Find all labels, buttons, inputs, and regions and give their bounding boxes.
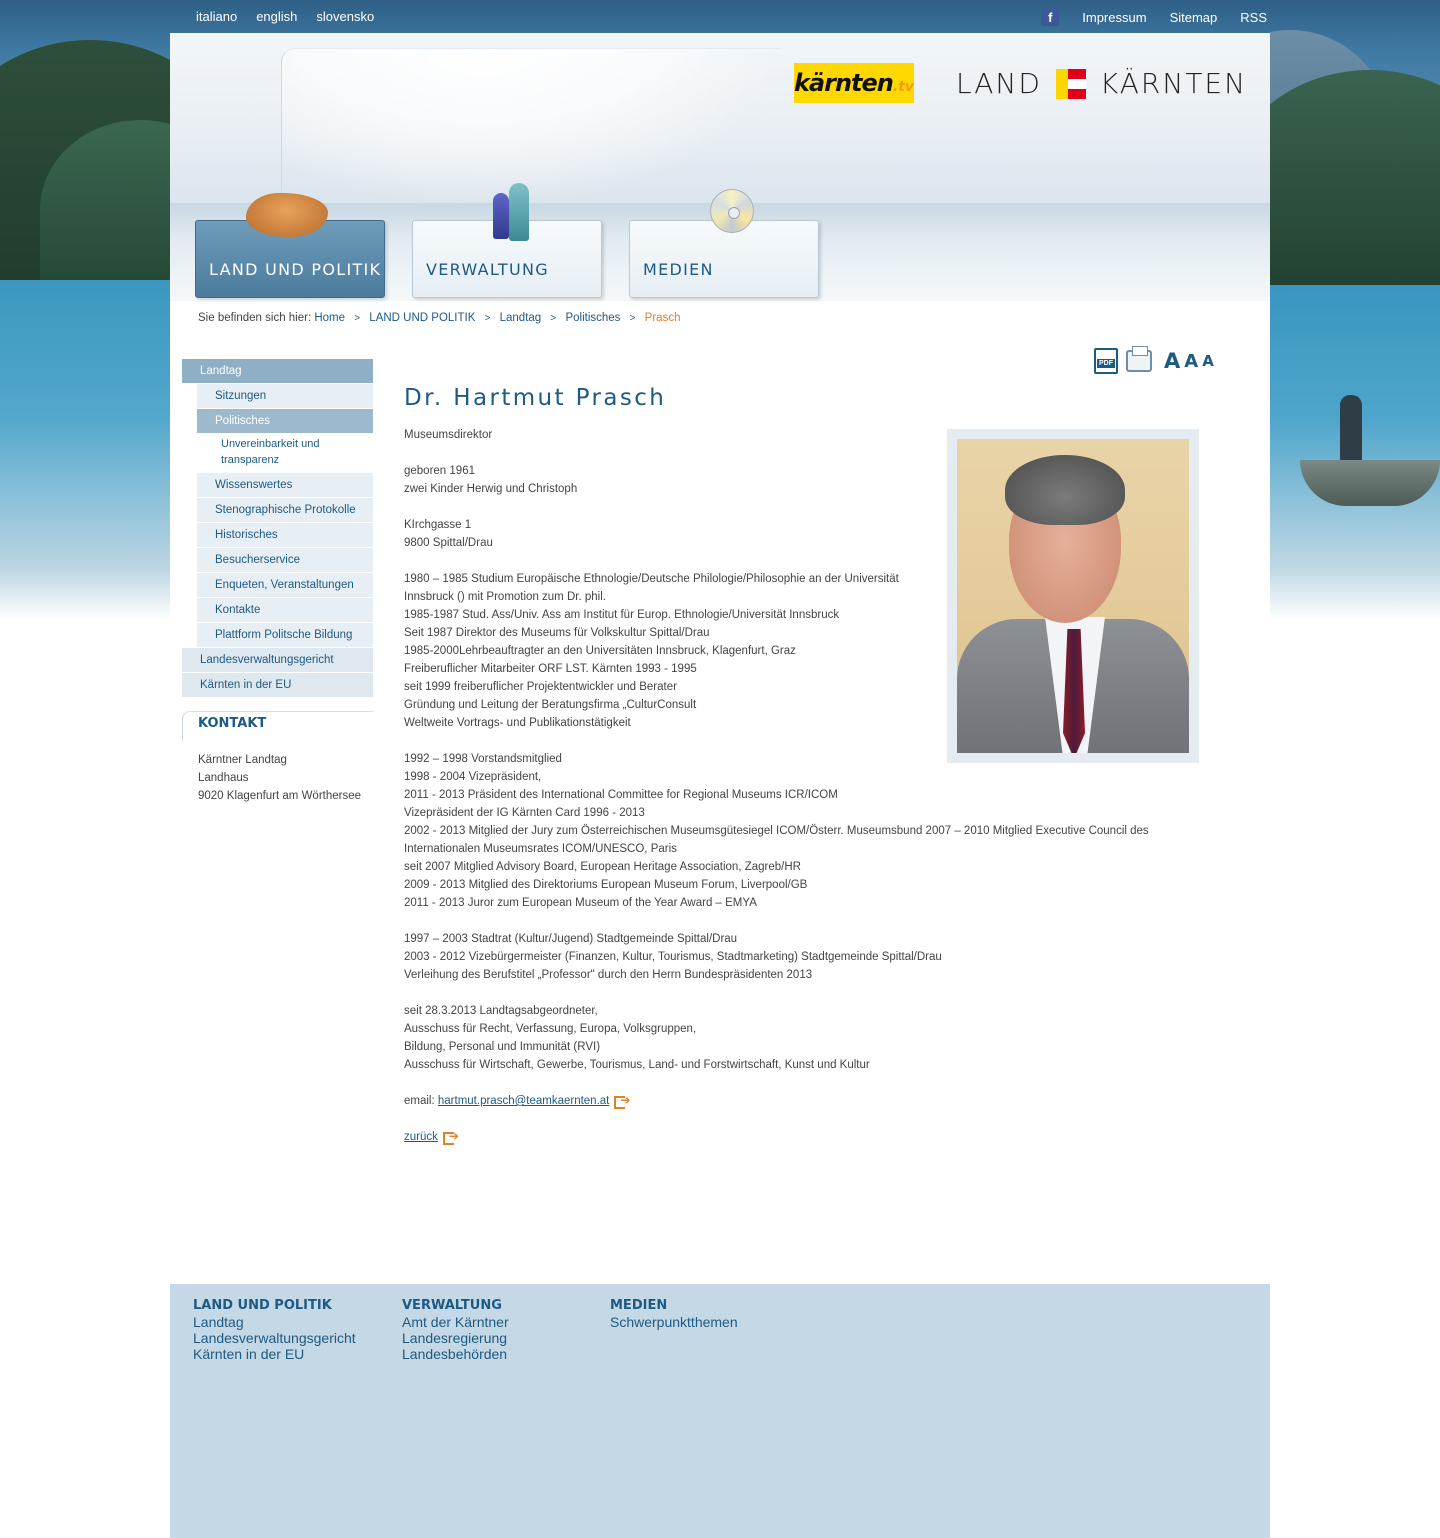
bio-line: Gründung und Leitung der Beratungsfirma „CulturConsult [404, 699, 697, 711]
lang-slovensko[interactable]: slovensko [316, 9, 375, 24]
bio-line: 1997 – 2003 Stadtrat (Kultur/Jugend) Stadtgemeinde Spittal/Drau [404, 933, 738, 945]
header [170, 33, 1270, 203]
sidebar-item-historisches[interactable]: Historisches [197, 523, 373, 547]
bio-line: Internationalen Museumsrates ICOM/UNESCO, Paris [404, 843, 677, 855]
sidebar-item-enqueten[interactable]: Enqueten, Veranstaltungen [197, 573, 373, 597]
impressum-link[interactable]: Impressum [1082, 10, 1147, 25]
bio-line: Weltweite Vortrags- und Publikationstätigkeit [404, 717, 631, 729]
sidebar-item-stenographische-protokolle[interactable]: Stenographische Protokolle [197, 498, 373, 522]
footer-link[interactable]: Schwerpunktthemen [610, 1314, 738, 1330]
back-link[interactable]: zurück [404, 1131, 438, 1143]
bio-line: 1985-2000Lehrbeauftragter an den Universitäten Innsbruck, Klagenfurt, Graz [404, 645, 796, 657]
tab-land-und-politik[interactable]: LAND UND POLITIK [195, 220, 385, 298]
sitemap-link[interactable]: Sitemap [1169, 10, 1218, 25]
bio-line: seit 28.3.2013 Landtagsabgeordneter, [404, 1005, 598, 1017]
background-scene-right [1270, 0, 1440, 620]
footer [170, 1284, 1270, 1538]
breadcrumb-politisches[interactable]: Politisches [565, 312, 621, 324]
bio-line: Innsbruck () mit Promotion zum Dr. phil. [404, 591, 606, 603]
kaernten-tv-logo[interactable]: kärnten .tv [794, 63, 914, 103]
bio-line: 9800 Spittal/Drau [404, 537, 493, 549]
kontakt-line: Landhaus [198, 772, 249, 784]
lang-english[interactable]: english [256, 9, 298, 24]
lang-italiano[interactable]: italiano [196, 9, 238, 24]
bio-line: 1992 – 1998 Vorstandsmitglied [404, 753, 562, 765]
kontakt-title: KONTAKT [182, 711, 373, 741]
print-icon[interactable] [1126, 350, 1152, 372]
sidebar-item-wissenswertes[interactable]: Wissenswertes [197, 473, 373, 497]
sidebar [182, 359, 373, 698]
font-size-large-button[interactable]: A [1164, 349, 1181, 373]
footer-col-land-und-politik: LAND UND POLITIK Landtag Landesverwaltungsgericht Kärnten in der EU [193, 1298, 356, 1362]
sidebar-item-landesverwaltungsgericht[interactable]: Landesverwaltungsgericht [182, 648, 373, 672]
cd-icon [710, 189, 754, 233]
bio-line: Verleihung des Berufstitel „Professor" durch den Herrn Bundespräsidenten 2013 [404, 969, 813, 981]
footer-link[interactable]: Landesregierung [402, 1330, 508, 1346]
breadcrumb-home[interactable]: Home [314, 312, 346, 324]
bio-line: 2009 - 2013 Mitglied des Direktoriums European Museum Forum, Liverpool/GB [404, 879, 808, 891]
tab-verwaltung[interactable]: VERWALTUNG [412, 220, 602, 298]
footer-link[interactable]: Landesverwaltungsgericht [193, 1330, 356, 1346]
font-size-medium-button[interactable]: A [1184, 350, 1199, 372]
rss-link[interactable]: RSS [1240, 10, 1267, 25]
sidebar-item-unvereinbarkeit[interactable]: Unvereinbarkeit und transparenz [197, 434, 373, 472]
sidebar-item-plattform-bildung[interactable]: Plattform Politsche Bildung [197, 623, 373, 647]
bio-line: Ausschuss für Wirtschaft, Gewerbe, Tourismus, Land- und Forstwirtschaft, Kunst und Kultur [404, 1059, 870, 1071]
back-arrow-icon [443, 1131, 461, 1143]
footer-col-medien: MEDIEN Schwerpunktthemen [610, 1298, 738, 1330]
breadcrumb: Sie befinden sich hier: Home > LAND UND POLITIK > Landtag > Politisches > Prasch [198, 312, 681, 324]
pdf-icon[interactable]: PDF [1094, 348, 1118, 374]
kontakt-line: Kärntner Landtag [198, 754, 287, 766]
external-link-icon [614, 1095, 632, 1107]
kontakt-line: 9020 Klagenfurt am Wörthersee [198, 790, 362, 802]
bio-line: Vizepräsident der IG Kärnten Card 1996 - 2013 [404, 807, 645, 819]
facebook-icon[interactable]: f [1041, 8, 1059, 26]
portrait-photo [957, 439, 1189, 753]
page-title: Dr. Hartmut Prasch [404, 385, 667, 411]
top-bar [0, 0, 1440, 33]
bio-line: 2011 - 2013 Präsident des International Committee for Regional Museums ICR/ICOM [404, 789, 838, 801]
main-content: Dr. Hartmut Prasch Museumsdirektor geboren 1961 zwei Kinder Herwig und Christoph KIrchgasse 1 9800 Spittal/Drau 1980 – 1985 Studium Europäische Ethnologie/Deutsche Philologie/Philosophie an der Universität Innsbruck () mit Promotion zum Dr. phil. 1985-1987 Stud. Ass/Univ. Ass am Institut für Europ. Ethnologie/Universität Innsbruck Seit 1987 Direktor des Museums für Volkskultur Spittal/Drau 1985-2000Lehrbeauftragter an den Universitäten Innsbruck, Klagenfurt, Graz Freiberuflicher Mitarbeiter ORF LST. Kärnten 1993 - 1995 seit 1999 freiberuflicher Projektentwickler und Berater Gründung und Leitung der Beratungsfirma „CulturConsult Weltweite Vortrags- und Publikationstätigkeit 1992 – 1998 Vorstandsmitglied 1998 - 2004 Vizepräsident, 2011 - 2013 Präsident des International Committee for Regional Museums ICR/ICOM Vizepräsident der IG Kärnten Card 1996 - 2013 2002 - 2013 Mitglied der Jury zum Österreichischen Museumsgütesiegel ICOM/Österr. Museumsbund 2007 – 2010 Mitglied Executive Council des Internationalen Museumsrates ICOM/UNESCO, Paris seit 2007 Mitglied Advisory Board, European Heritage Association, Zagreb/HR 2009 - 2013 Mitglied des Direktoriums European Museum Forum, Liverpool/GB 2011 - 2013 Juror zum European Museum of the Year Award – EMYA 1997 – 2003 Stadtrat (Kultur/Jugend) Stadtgemeinde Spittal/Drau 2003 - 2012 Vizebürgermeister (Finanzen, Kultur, Tourismus, Stadtmarketing) Stadtgemeinde Spittal/Drau Verleihung des Berufstitel „Professor" durch den Herrn Bundespräsidenten 2013 seit 28.3.2013 Landtagsabgeordneter, Ausschuss für Recht, Verfassung, Europa, Volksgruppen, Bildung, Personal und Immunität (RVI) Ausschuss für Wirtschaft, Gewerbe, Tourismus, Land- und Forstwirtschaft, Kunst und Kultur email: hartmut.prasch@teamkaernten.at➔ zurück➔ [404, 385, 1194, 1146]
bio-line: seit 1999 freiberuflicher Projektentwickler und Berater [404, 681, 677, 693]
font-size-small-button[interactable]: A [1202, 352, 1214, 370]
bio-line: 2002 - 2013 Mitglied der Jury zum Österreichischen Museumsgütesiegel ICOM/Österr. Museumsbund 2007 – 2010 Mitglied Executive Council des [404, 825, 1149, 837]
footer-link[interactable]: Kärnten in der EU [193, 1346, 305, 1362]
bio-line: Freiberuflicher Mitarbeiter ORF LST. Kärnten 1993 - 1995 [404, 663, 697, 675]
bio-line: geboren 1961 [404, 465, 475, 477]
bio-line: zwei Kinder Herwig und Christoph [404, 483, 578, 495]
kontakt-box [182, 711, 373, 805]
bio-line: 2003 - 2012 Vizebürgermeister (Finanzen, Kultur, Tourismus, Stadtmarketing) Stadtgemeinde Spittal/Drau [404, 951, 942, 963]
footer-link[interactable]: Amt der Kärntner [402, 1314, 509, 1330]
kaernten-flag-icon [1056, 69, 1086, 99]
bio-line: seit 2007 Mitglied Advisory Board, European Heritage Association, Zagreb/HR [404, 861, 801, 873]
footer-link[interactable]: Landtag [193, 1314, 244, 1330]
land-kaernten-logo[interactable]: LAND KÄRNTEN [956, 67, 1248, 100]
tab-medien[interactable]: MEDIEN [629, 220, 819, 298]
sidebar-item-kontakte[interactable]: Kontakte [197, 598, 373, 622]
sidebar-item-kaernten-in-der-eu[interactable]: Kärnten in der EU [182, 673, 373, 697]
bio-line: Ausschuss für Recht, Verfassung, Europa, Volksgruppen, [404, 1023, 697, 1035]
breadcrumb-current: Prasch [644, 312, 681, 324]
bio-line: Bildung, Personal und Immunität (RVI) [404, 1041, 601, 1053]
portrait-frame [947, 429, 1199, 763]
people-icon [491, 183, 535, 243]
bio-line: 1980 – 1985 Studium Europäische Ethnologie/Deutsche Philologie/Philosophie an der Universität [404, 573, 899, 585]
background-scene-left [0, 0, 170, 620]
page-tools [1094, 348, 1214, 374]
sidebar-item-politisches[interactable]: Politisches [197, 409, 373, 433]
bio-line: KIrchgasse 1 [404, 519, 472, 531]
page-container [170, 33, 1270, 1538]
bio-line: 1985-1987 Stud. Ass/Univ. Ass am Institut für Europ. Ethnologie/Universität Innsbruck [404, 609, 840, 621]
main-navigation [170, 203, 1270, 301]
bio-line: 1998 - 2004 Vizepräsident, [404, 771, 542, 783]
breadcrumb-landtag[interactable]: Landtag [499, 312, 542, 324]
language-switcher [196, 9, 393, 24]
bio-line: Seit 1987 Direktor des Museums für Volkskultur Spittal/Drau [404, 627, 710, 639]
sidebar-item-landtag[interactable]: Landtag [182, 359, 373, 383]
map-icon [246, 193, 328, 237]
sidebar-item-besucherservice[interactable]: Besucherservice [197, 548, 373, 572]
footer-col-verwaltung: VERWALTUNG Amt der Kärntner Landesregierung Landesbehörden [402, 1298, 509, 1362]
breadcrumb-land-und-politik[interactable]: LAND UND POLITIK [369, 312, 476, 324]
bio-line: Museumsdirektor [404, 429, 493, 441]
email-link[interactable]: hartmut.prasch@teamkaernten.at [437, 1095, 610, 1107]
bio-line: 2011 - 2013 Juror zum European Museum of the Year Award – EMYA [404, 897, 757, 909]
footer-link[interactable]: Landesbehörden [402, 1346, 508, 1362]
top-links [1041, 9, 1267, 26]
sidebar-item-sitzungen[interactable]: Sitzungen [197, 384, 373, 408]
